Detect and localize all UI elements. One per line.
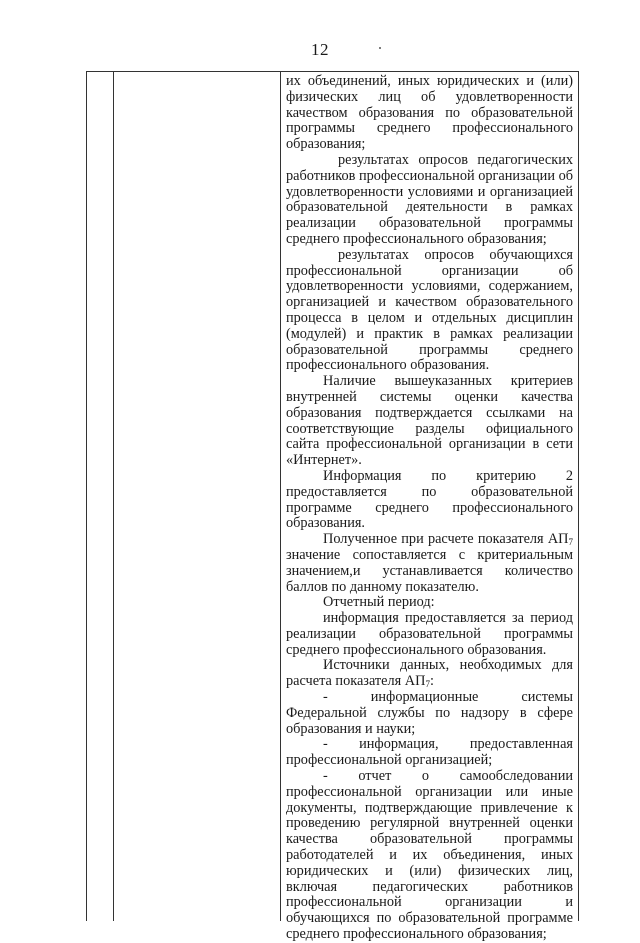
paragraph-value-comparison xyxy=(286,532,573,595)
criteria-description-cell xyxy=(286,74,573,943)
list-item-self-assessment-report: - отчет о самообследовании профессиональной организации или иные документы, подтверждающие привлечение к проведению регулярной внутренней оценки качества образовательной программы работодателей и их объединения, иных юридических и (или) физических лиц, включая педагогических работников профессиональной организации и обучающихся по образовательной программе среднего профессионального образования; xyxy=(286,768,573,943)
column-divider-1 xyxy=(113,71,114,921)
subscript: 7 xyxy=(425,679,430,690)
paragraph-continuation: их объединений, иных юридических и (или) физических лиц об удовлетворенности качеством образования по образовательной программы среднего профессионального образования; xyxy=(286,73,573,153)
paragraph-data-sources xyxy=(286,658,573,690)
subscript: 7 xyxy=(568,537,573,548)
paragraph-student-survey: результатах опросов обучающихся профессиональной организации об удовлетворенности условиями, содержанием, организацией и качеством образовательного процесса в целом и отдельных дисциплин (модулей) и практик в рамках реализации образовательной программы среднего профессионального образования. xyxy=(286,246,573,374)
paragraph-criterion-2-info: Информация по критерию 2 предоставляется по образовательной программе среднего профессионального образования. xyxy=(286,467,573,532)
text-segment: Источники данных, необходимых для расчета показателя АП xyxy=(286,657,573,690)
page-number: 12 xyxy=(311,40,329,59)
text-segment: Полученное при расчете показателя АП xyxy=(323,531,569,548)
paragraph-reporting-period: информация предоставляется за период реализации образовательной программы среднего профессионального образования. xyxy=(286,610,573,658)
paragraph-teacher-survey: результатах опросов педагогических работников профессиональной организации об удовлетворенности условиями и организацией образовательной деятельности в рамках реализации образовательной программы среднего профессионального образования; xyxy=(286,151,573,247)
paragraph-reporting-period-heading: Отчетный период: xyxy=(323,594,435,611)
paragraph-criteria-confirmation: Наличие вышеуказанных критериев внутренней системы оценки качества образования подтверждается ссылками на соответствующие разделы официального сайта профессиональной организации в сети «Интернет». xyxy=(286,373,573,469)
list-item-organization-info: - информация, предоставленная профессиональной организацией; xyxy=(286,736,573,769)
column-divider-2 xyxy=(280,71,281,921)
list-item-federal-systems: - информационные системы Федеральной службы по надзору в сфере образования и науки; xyxy=(286,689,573,737)
text-segment: значение сопоставляется с критериальным значением,и устанавливается количество баллов по данному показателю. xyxy=(286,546,573,595)
text-segment: : xyxy=(429,673,434,690)
scan-speck xyxy=(379,47,381,49)
